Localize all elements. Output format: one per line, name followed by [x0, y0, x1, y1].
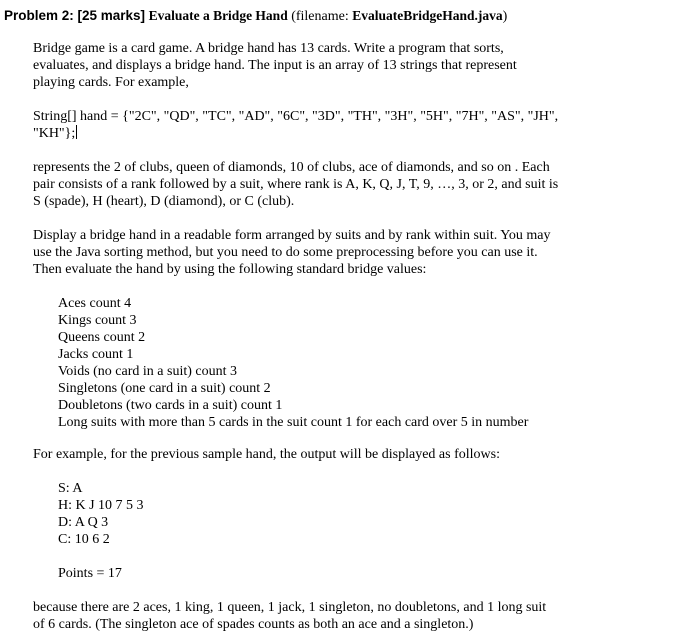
example-intro-line: For example, for the previous sample hand, the output will be displayed as follows:	[33, 447, 500, 462]
code-example	[33, 108, 663, 142]
conclusion-line: of 6 cards. (The singleton ace of spades counts as both an ace and a singleton.)	[33, 617, 474, 632]
explanation-line: represents the 2 of clubs, queen of diamonds, 10 of clubs, ace of diamonds, and so on . Each	[33, 160, 550, 175]
points-line: Points = 17	[58, 566, 122, 581]
instructions-line: use the Java sorting method, but you need to do some preprocessing before you can use it.	[33, 245, 538, 260]
value-item: Aces count 4	[58, 296, 132, 311]
value-item: Voids (no card in a suit) count 3	[58, 364, 237, 379]
filename-prefix: (filename:	[291, 9, 353, 24]
intro-line: evaluates, and displays a bridge hand. The input is an array of 13 strings that represent	[33, 58, 517, 73]
bridge-values-list	[58, 295, 528, 431]
sample-output	[58, 480, 144, 548]
output-line-diamonds: D: A Q 3	[58, 515, 109, 530]
filename: EvaluateBridgeHand.java	[352, 8, 503, 23]
instructions-line: Display a bridge hand in a readable form arranged by suits and by rank within suit. You may	[33, 228, 551, 243]
intro-line: playing cards. For example,	[33, 75, 189, 90]
conclusion-paragraph	[33, 599, 663, 633]
explanation-paragraph	[33, 159, 663, 210]
value-item: Singletons (one card in a suit) count 2	[58, 381, 271, 396]
filename-suffix: )	[502, 9, 508, 24]
example-intro	[33, 446, 663, 463]
value-item: Jacks count 1	[58, 347, 134, 362]
problem-task: Evaluate a Bridge Hand	[148, 8, 288, 23]
problem-heading	[4, 7, 507, 26]
explanation-line: pair consists of a rank followed by a suit, where rank is A, K, Q, J, T, 9, …, 3, or 2, and suit is	[33, 177, 559, 192]
value-item: Doubletons (two cards in a suit) count 1	[58, 398, 283, 413]
code-line: "KH"};	[33, 126, 76, 141]
value-item: Queens count 2	[58, 330, 146, 345]
output-line-clubs: C: 10 6 2	[58, 532, 110, 547]
intro-line: Bridge game is a card game. A bridge hand has 13 cards. Write a program that sorts,	[33, 41, 504, 56]
output-line-spades: S: A	[58, 481, 83, 496]
value-item: Kings count 3	[58, 313, 137, 328]
conclusion-line: because there are 2 aces, 1 king, 1 queen, 1 jack, 1 singleton, no doubletons, and 1 long suit	[33, 600, 547, 615]
explanation-line: S (spade), H (heart), D (diamond), or C (club).	[33, 194, 295, 209]
instructions-paragraph	[33, 227, 663, 278]
code-line: String[] hand = {"2C", "QD", "TC", "AD", "6C", "3D", "TH", "3H", "5H", "7H", "AS", "JH",	[33, 109, 559, 124]
problem-number: Problem 2: [25 marks]	[4, 8, 146, 23]
instructions-line: Then evaluate the hand by using the following standard bridge values:	[33, 262, 427, 277]
text-cursor	[76, 125, 77, 139]
points-total	[58, 565, 122, 582]
value-item: Long suits with more than 5 cards in the suit count 1 for each card over 5 in number	[58, 415, 529, 430]
output-line-hearts: H: K J 10 7 5 3	[58, 498, 144, 513]
intro-paragraph	[33, 40, 663, 91]
